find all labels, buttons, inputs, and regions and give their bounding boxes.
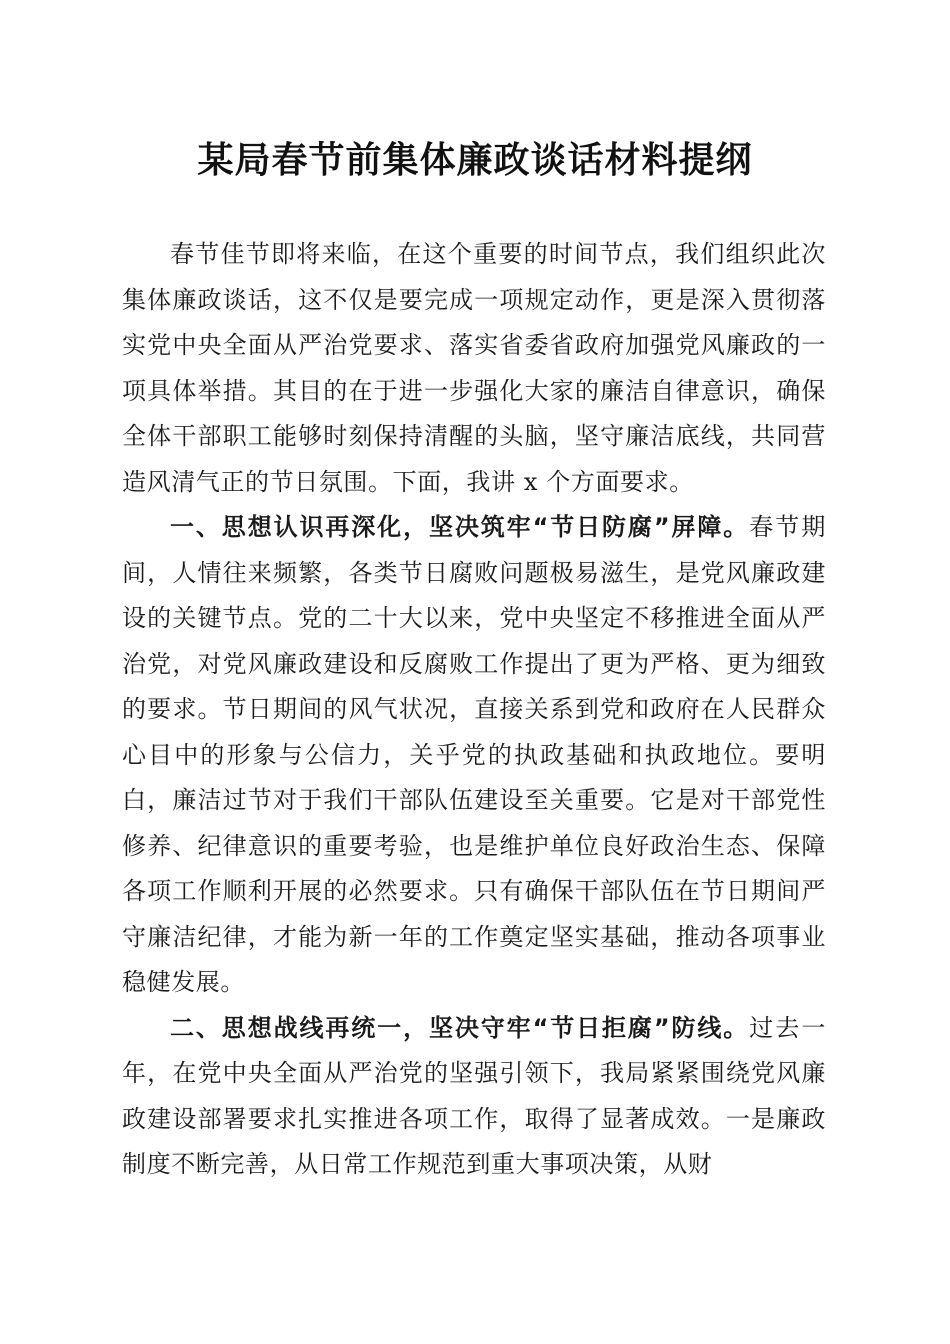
section-2-paragraph [122, 1006, 826, 1188]
section-2-body: 过去一年，在党中央全面从严治党的坚强引领下，我局紧紧围绕党风廉政建设部署要求扎实推进各项工作，取得了显著成效。一是廉政制度不断完善，从日常工作规范到重大事项决策，从财 [122, 1013, 826, 1178]
intro-paragraph: 春节佳节即将来临，在这个重要的时间节点，我们组织此次集体廉政谈话，这不仅是要完成一项规定动作，更是深入贯彻落实党中央全面从严治党要求、落实省委省政府加强党风廉政的一项具体举措。其目的在于进一步强化大家的廉洁自律意识，确保全体干部职工能够时刻保持清醒的头脑，坚守廉洁底线，共同营造风清气正的节日氛围。下面，我讲 x 个方面要求。 [122, 240, 826, 496]
section-2-heading: 二、思想战线再统一，坚决守牢“节日拒腐”防线。 [170, 1013, 750, 1042]
document-title: 某局春节前集体廉政谈话材料提纲 [197, 139, 753, 181]
section-1-body: 春节期间，人情往来频繁，各类节日腐败问题极易滋生，是党风廉政建设的关键节点。党的二十大以来，党中央坚定不移推进全面从严治党，对党风廉政建设和反腐败工作提出了更为严格、更为细致的要求。节日期间的风气状况，直接关系到党和政府在人民群众心目中的形象与公信力，关乎党的执政基础和执政地位。要明白，廉洁过节对于我们干部队伍建设至关重要。它是对干部党性修养、纪律意识的重要考验，也是维护单位良好政治生态、保障各项工作顺利开展的必然要求。只有确保干部队伍在节日期间严守廉洁纪律，才能为新一年的工作奠定坚实基础，推动各项事业稳健发展。 [122, 513, 826, 996]
section-1-heading: 一、思想认识再深化，坚决筑牢“节日防腐”屏障。 [170, 513, 750, 541]
section-1-paragraph [122, 505, 826, 1006]
document-body [122, 232, 826, 1188]
